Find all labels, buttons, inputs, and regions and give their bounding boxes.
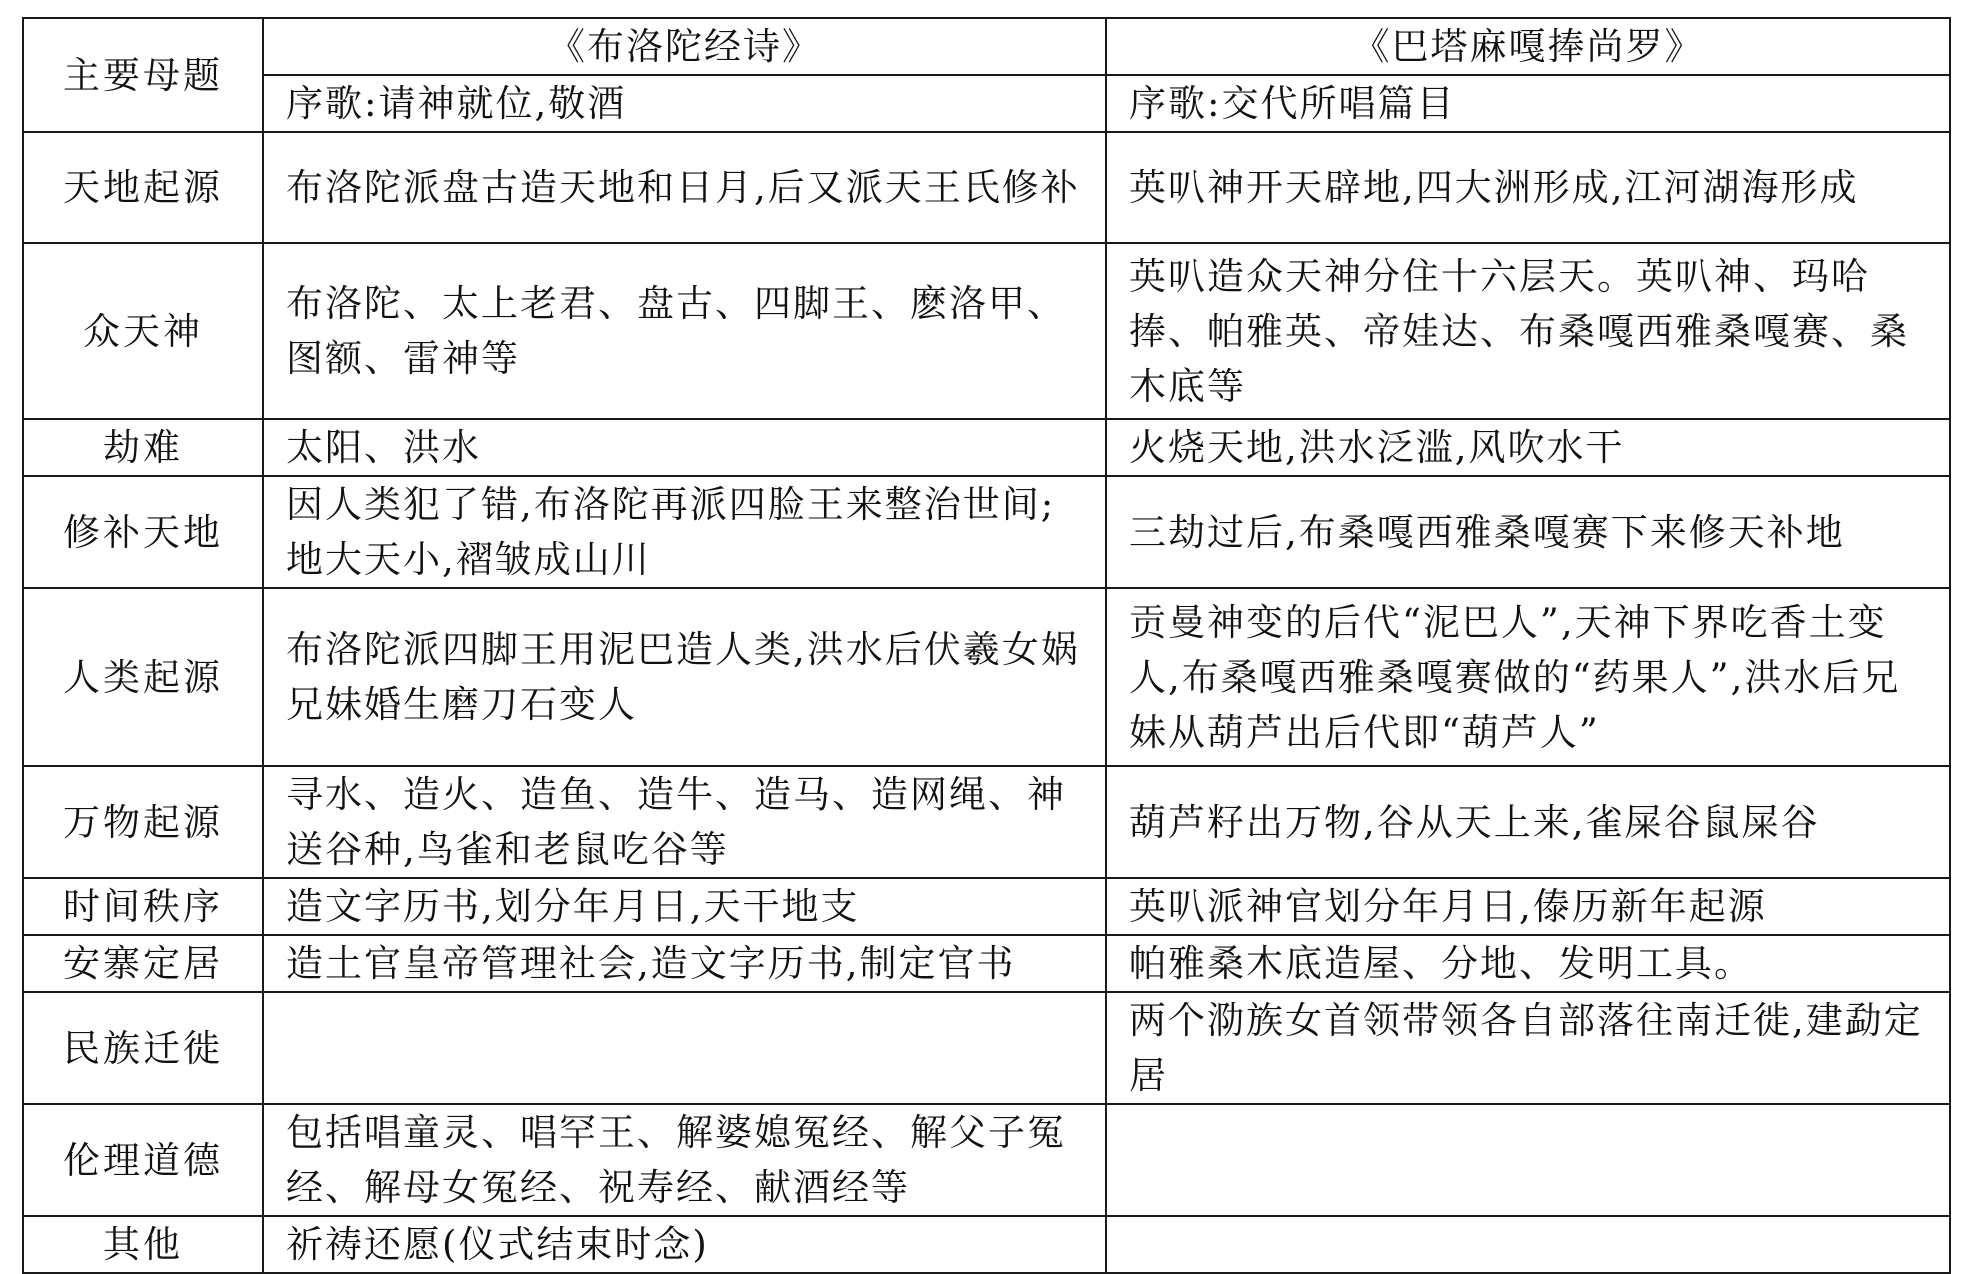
- cell-batama: 英叭派神官划分年月日,傣历新年起源: [1106, 878, 1950, 935]
- motif-label: 伦理道德: [23, 1104, 263, 1216]
- cell-batama: [1106, 1216, 1950, 1273]
- prelude-buluotuo: 序歌:请神就位,敬酒: [263, 75, 1106, 132]
- cell-buluotuo: 造文字历书,划分年月日,天干地支: [263, 878, 1106, 935]
- cell-buluotuo: 造土官皇帝管理社会,造文字历书,制定官书: [263, 935, 1106, 992]
- cell-batama: [1106, 1104, 1950, 1216]
- cell-batama: 火烧天地,洪水泛滥,风吹水干: [1106, 419, 1950, 476]
- table-row: [23, 588, 1950, 766]
- cell-buluotuo: [263, 992, 1106, 1104]
- cell-batama: 贡曼神变的后代“泥巴人”,天神下界吃香土变人,布桑嘎西雅桑嘎赛做的“药果人”,洪水后兄妹从葫芦出后代即“葫芦人”: [1106, 588, 1950, 766]
- motif-label: 劫难: [23, 419, 263, 476]
- motif-label: 时间秩序: [23, 878, 263, 935]
- table-row: [23, 766, 1950, 878]
- cell-batama: 英叭造众天神分住十六层天。英叭神、玛哈捧、帕雅英、帝娃达、布桑嘎西雅桑嘎赛、桑木底等: [1106, 243, 1950, 419]
- table-row: [23, 243, 1950, 419]
- cell-buluotuo: 布洛陀派四脚王用泥巴造人类,洪水后伏羲女娲兄妹婚生磨刀石变人: [263, 588, 1106, 766]
- table-row: [23, 878, 1950, 935]
- motif-label: 其他: [23, 1216, 263, 1273]
- table-row: [23, 1216, 1950, 1273]
- cell-buluotuo: 祈祷还愿(仪式结束时念): [263, 1216, 1106, 1273]
- motif-label: 修补天地: [23, 476, 263, 588]
- motif-label: 人类起源: [23, 588, 263, 766]
- cell-buluotuo: 太阳、洪水: [263, 419, 1106, 476]
- column-header-batama: 《巴塔麻嘎捧尚罗》: [1106, 18, 1950, 75]
- motif-label: 安寨定居: [23, 935, 263, 992]
- prelude-row: [23, 75, 1950, 132]
- corner-label: 主要母题: [23, 18, 263, 132]
- comparison-table: [22, 17, 1951, 1274]
- table-row: [23, 1104, 1950, 1216]
- table-row: [23, 419, 1950, 476]
- cell-batama: 英叭神开天辟地,四大洲形成,江河湖海形成: [1106, 132, 1950, 243]
- comparison-table-container: [22, 17, 1951, 1274]
- prelude-batama: 序歌:交代所唱篇目: [1106, 75, 1950, 132]
- cell-buluotuo: 布洛陀、太上老君、盘古、四脚王、麽洛甲、图额、雷神等: [263, 243, 1106, 419]
- cell-batama: 帕雅桑木底造屋、分地、发明工具。: [1106, 935, 1950, 992]
- motif-label: 天地起源: [23, 132, 263, 243]
- cell-batama: 两个泐族女首领带领各自部落往南迁徙,建勐定居: [1106, 992, 1950, 1104]
- cell-batama: 葫芦籽出万物,谷从天上来,雀屎谷鼠屎谷: [1106, 766, 1950, 878]
- cell-buluotuo: 因人类犯了错,布洛陀再派四脸王来整治世间;地大天小,褶皱成山川: [263, 476, 1106, 588]
- cell-buluotuo: 寻水、造火、造鱼、造牛、造马、造网绳、神送谷种,鸟雀和老鼠吃谷等: [263, 766, 1106, 878]
- cell-buluotuo: 包括唱童灵、唱罕王、解婆媳冤经、解父子冤经、解母女冤经、祝寿经、献酒经等: [263, 1104, 1106, 1216]
- motif-label: 民族迁徙: [23, 992, 263, 1104]
- cell-batama: 三劫过后,布桑嘎西雅桑嘎赛下来修天补地: [1106, 476, 1950, 588]
- table-row: [23, 476, 1950, 588]
- header-row: [23, 18, 1950, 75]
- table-row: [23, 132, 1950, 243]
- motif-label: 众天神: [23, 243, 263, 419]
- motif-label: 万物起源: [23, 766, 263, 878]
- cell-buluotuo: 布洛陀派盘古造天地和日月,后又派天王氏修补: [263, 132, 1106, 243]
- table-row: [23, 992, 1950, 1104]
- column-header-buluotuo: 《布洛陀经诗》: [263, 18, 1106, 75]
- table-row: [23, 935, 1950, 992]
